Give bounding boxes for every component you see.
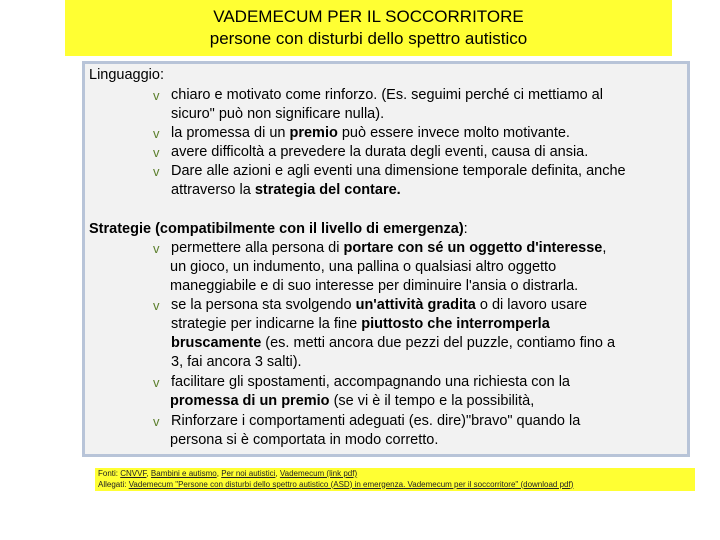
title-line-1: VADEMECUM PER IL SOCCORRITORE: [213, 7, 524, 26]
strategie-item-1-pre: permettere alla persona di: [171, 240, 344, 256]
checkmark-bullet-icon: v: [153, 414, 160, 429]
title-banner: [65, 0, 672, 56]
linguaggio-heading: Linguaggio:: [89, 67, 164, 83]
checkmark-bullet-icon: v: [153, 241, 160, 256]
strategie-item-4-line-1: Rinforzare i comportamenti adeguati (es. dire)"bravo" quando la: [171, 413, 581, 429]
strategie-item-3-post: (se vi è il tempo e la possibilità,: [329, 393, 535, 409]
checkmark-bullet-icon: v: [153, 375, 160, 390]
strategie-item-1: [153, 239, 683, 296]
linguaggio-item-1-line-2: sicuro" può non significare nulla).: [171, 106, 385, 122]
allegati-line: [98, 480, 692, 491]
fonti-link-bambini[interactable]: Bambini e autismo: [150, 469, 217, 478]
checkmark-bullet-icon: v: [153, 88, 160, 103]
linguaggio-item-2-post: può essere invece molto motivante.: [337, 125, 570, 141]
strategie-item-2-post: o di lavoro usare: [475, 297, 588, 313]
strategie-item-2-l4: 3, fai ancora 3 salti).: [171, 354, 302, 370]
strategie-item-1-line-2: un gioco, un indumento, una pallina o qualsiasi altro oggetto: [170, 259, 557, 275]
linguaggio-item-3: [153, 143, 673, 162]
linguaggio-item-4-bold: strategia del contare.: [254, 182, 401, 198]
checkmark-bullet-icon: v: [153, 145, 160, 160]
strategie-item-2-l2-bold: piuttosto che interromperla: [361, 316, 550, 332]
strategie-heading-bold: Strategie (compatibilmente con il livello di emergenza): [89, 221, 464, 237]
linguaggio-item-2: [153, 124, 673, 143]
checkmark-bullet-icon: v: [153, 298, 160, 313]
linguaggio-item-3-text: avere difficoltà a prevedere la durata degli eventi, causa di ansia.: [171, 144, 589, 160]
linguaggio-item-1: [153, 86, 673, 124]
sources-footer: [95, 468, 695, 491]
linguaggio-item-4-pre: attraverso la: [171, 182, 255, 198]
strategie-item-2-l3-post: (es. metti ancora due pezzi del puzzle, contiamo fino a: [261, 335, 616, 351]
fonti-link-per-noi[interactable]: Per noi autistici: [221, 469, 276, 478]
strategie-item-1-line-3: maneggiabile e di suo interesse per diminuire l'ansia o distrarla.: [170, 278, 579, 294]
strategie-item-4: [153, 412, 683, 450]
fonti-line: Fonti: CNVVF, Bambini e autismo, Per noi autistici, Vademecum (link pdf): [98, 469, 358, 478]
allegati-link-vademecum-pdf[interactable]: Vademecum "Persone con disturbi dello spettro autistico (ASD) in emergenza. Vademecum per il soccorritore" (download pdf): [128, 479, 574, 489]
checkmark-bullet-icon: v: [153, 126, 160, 141]
linguaggio-item-1-line-1: chiaro e motivato come rinforzo. (Es. seguimi perché ci mettiamo al: [171, 87, 603, 103]
title-line-2: persone con disturbi dello spettro autistico: [209, 29, 528, 48]
fonti-label: Fonti:: [98, 469, 121, 478]
strategie-heading-tail: :: [463, 221, 468, 237]
linguaggio-item-2-pre: la promessa di un: [171, 125, 290, 141]
strategie-item-2: [153, 296, 683, 372]
strategie-item-4-line-2: persona si è comportata in modo corretto.: [170, 432, 439, 448]
fonti-link-vademecum[interactable]: Vademecum (link pdf): [279, 469, 358, 478]
linguaggio-item-2-bold: premio: [289, 125, 338, 141]
linguaggio-item-4: [153, 162, 683, 200]
checkmark-bullet-icon: v: [153, 164, 160, 179]
strategie-item-2-l3-bold: bruscamente: [171, 335, 262, 351]
strategie-item-2-bold: un'attività gradita: [355, 297, 476, 313]
strategie-item-3: [153, 373, 683, 411]
strategie-item-1-bold: portare con sé un oggetto d'interesse: [343, 240, 603, 256]
fonti-link-cnvvf[interactable]: CNVVF: [120, 469, 147, 478]
strategie-item-2-l2-pre: strategie per indicarne la fine: [171, 316, 362, 332]
allegati-label: Allegati:: [98, 479, 129, 489]
strategie-heading: [89, 221, 468, 238]
strategie-item-1-post: ,: [602, 240, 607, 256]
strategie-item-2-pre: se la persona sta svolgendo: [171, 297, 356, 313]
strategie-item-3-bold: promessa di un premio: [170, 393, 330, 409]
strategie-item-3-line-1: facilitare gli spostamenti, accompagnando una richiesta con la: [171, 374, 570, 390]
linguaggio-item-4-line-1: Dare alle azioni e agli eventi una dimensione temporale definita, anche: [171, 163, 626, 179]
